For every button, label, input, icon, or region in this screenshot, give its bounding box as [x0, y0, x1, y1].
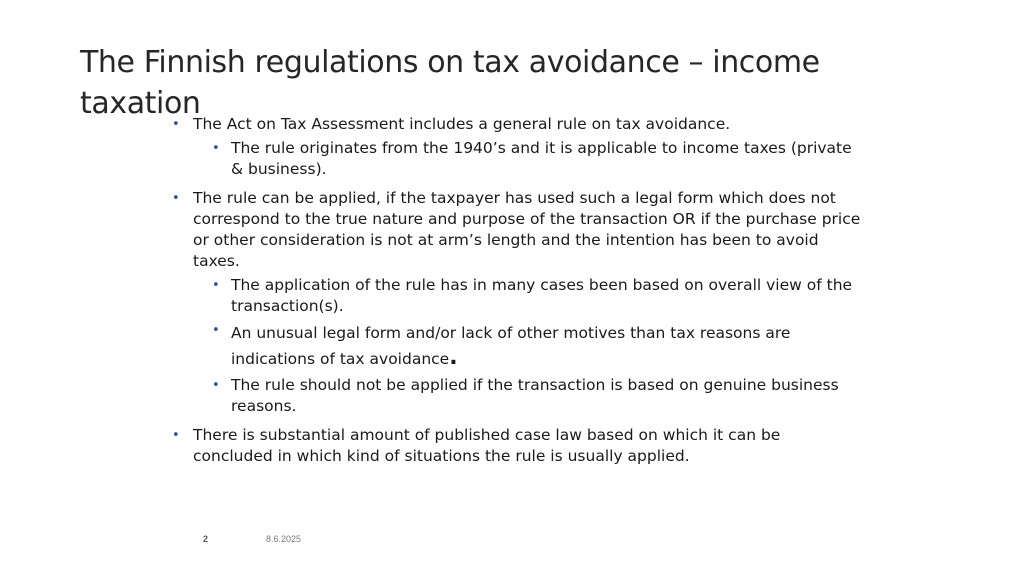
bullet-icon: •: [212, 278, 220, 293]
bullet-icon: •: [212, 141, 220, 156]
sub-bullet-list: [212, 275, 862, 417]
slide-content: [172, 114, 862, 475]
bullet-text: There is substantial amount of published case law based on which it can be concluded in which kind of situations the rule is usually applied.: [193, 426, 781, 465]
sub-bullet-item: [212, 375, 862, 417]
sub-bullet-list: [212, 138, 862, 180]
bullet-text: The Act on Tax Assessment includes a general rule on tax avoidance.: [193, 115, 731, 133]
sub-bullet-text: The application of the rule has in many cases been based on overall view of the transaction(s).: [231, 276, 853, 315]
slide-title: The Finnish regulations on tax avoidance – income taxation: [80, 45, 820, 121]
bullet-icon: •: [172, 191, 180, 206]
bullet-text: The rule can be applied, if the taxpayer has used such a legal form which does not correspond to the true nature and purpose of the transaction OR if the purchase price or other consideration is not at arm’s length and the intention has been to avoid taxes.: [193, 189, 861, 270]
bullet-item: [172, 114, 862, 180]
bullet-list: [172, 114, 862, 467]
page-number: 2: [203, 534, 209, 544]
footer-date: 8.6.2025: [266, 534, 302, 544]
sub-bullet-item: [212, 320, 862, 372]
bullet-icon: •: [212, 323, 220, 338]
bullet-item: [172, 425, 862, 467]
sub-bullet-text: An unusual legal form and/or lack of other motives than tax reasons are indications of tax avoidance: [231, 324, 791, 368]
bullet-item: [172, 188, 862, 417]
bullet-icon: •: [172, 428, 180, 443]
sub-bullet-item: [212, 275, 862, 317]
sub-bullet-text: The rule should not be applied if the transaction is based on genuine business reasons.: [231, 376, 839, 415]
sub-bullet-text: The rule originates from the 1940’s and it is applicable to income taxes (private & business).: [231, 139, 852, 178]
sub-bullet-end-mark: .: [449, 345, 458, 370]
bullet-icon: •: [212, 378, 220, 393]
sub-bullet-item: [212, 138, 862, 180]
bullet-icon: •: [172, 117, 180, 132]
